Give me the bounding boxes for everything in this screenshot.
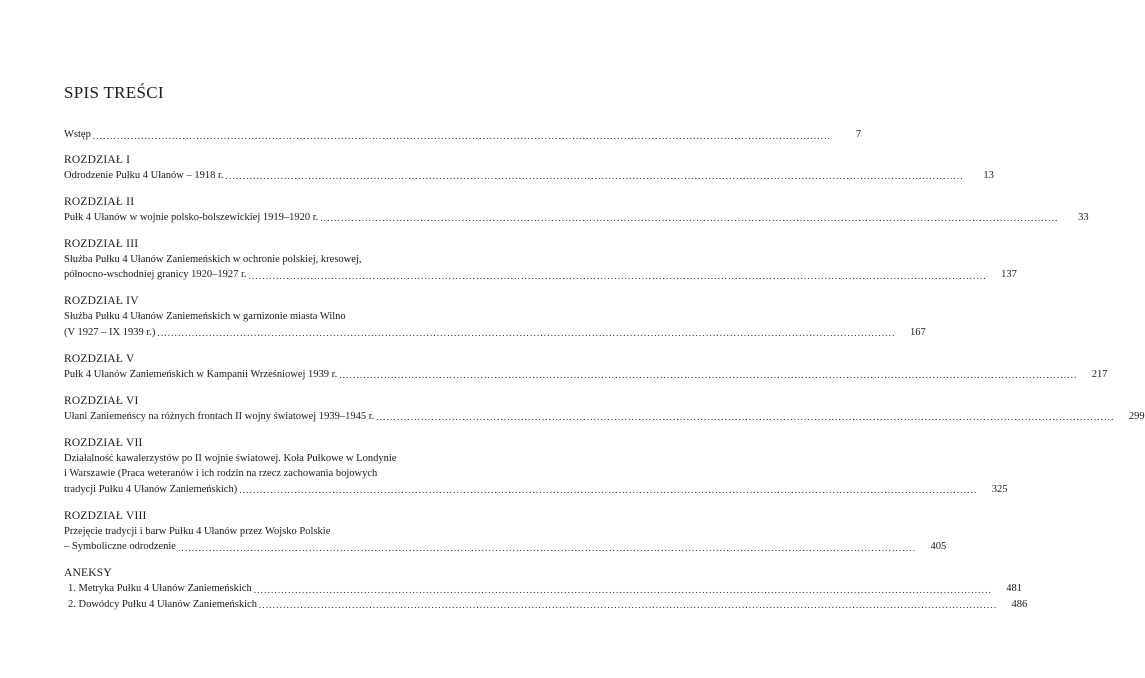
entry-title: – Symboliczne odrodzenie [64,541,176,552]
toc-entry [64,294,926,340]
page-number: 405 [930,541,947,552]
entry-row [64,409,1145,425]
chapter-heading: ROZDZIAŁ III [64,237,139,250]
entry-row [64,581,1023,597]
page-number: 325 [991,483,1008,495]
entry-title: 1. Metryka Pułku 4 Ułanów Zaniemeńskich [68,583,252,594]
entry-title: (V 1927 – IX 1939 r.) [64,326,156,338]
entry-row [64,267,1017,283]
chapter-heading: ROZDZIAŁ II [64,195,135,208]
entry-row [64,325,926,341]
page-number: 217 [1091,368,1108,380]
chapter-heading: ANEKSY [64,567,112,579]
page-number: 167 [909,326,926,338]
dot-leader: ...................................................................................................................................................................................................................... [339,370,1078,380]
entry-text-line: Przejęcie tradycji i barw Pułku 4 Ułanów przez Wojsko Polskie [64,525,331,537]
entry-row [64,127,862,143]
page-number: 13 [983,169,994,181]
entry-text-line: Służba Pułku 4 Ułanów Zaniemeńskich w ochronie polskiej, kresowej, [64,253,362,265]
toc-entry [64,597,1028,613]
toc-entry [64,153,994,184]
chapter-heading: ROZDZIAŁ VII [64,436,143,449]
entry-row [64,482,1008,498]
page-title: SPIS TREŚCI [64,83,164,102]
entry-row [64,597,1028,613]
entry-text-line: i Warszawie (Praca weteranów i ich rodzin na rzecz zachowania bojowych [64,468,378,479]
toc-entry [64,509,947,555]
dot-leader: ...................................................................................................................................................................................................................... [320,213,1059,223]
page-number: 137 [1001,269,1017,280]
page-number: 486 [1011,598,1028,610]
entry-title: północno-wschodniej granicy 1920–1927 r. [64,269,247,280]
dot-leader: ...................................................................................................................................................................................................................... [157,328,896,338]
toc-entry [64,394,1145,425]
entry-title: tradycji Pułku 4 Ułanów Zaniemeńskich) [64,483,238,495]
page-number: 33 [1078,211,1089,223]
dot-leader: ...................................................................................................................................................................................................................... [225,171,964,181]
dot-leader: ...................................................................................................................................................................................................................... [253,584,993,595]
entry-title: Wstęp [64,129,91,140]
toc-entry [64,352,1108,383]
dot-leader: ...................................................................................................................................................................................................................... [239,485,978,495]
entry-text-line: Działalność kawalerzystów po II wojnie światowej. Koła Pułkowe w Londynie [64,452,397,464]
page-number: 299 [1128,410,1145,422]
dot-leader: ...................................................................................................................................................................................................................... [177,542,917,553]
table-of-contents [64,127,1145,624]
entry-row [64,168,994,184]
toc-entry [64,436,1008,498]
chapter-heading: ROZDZIAŁ I [64,153,131,166]
toc-entry [64,566,1023,597]
entry-row [64,367,1108,383]
page-number: 7 [855,129,862,140]
chapter-heading: ROZDZIAŁ VI [64,394,139,407]
entry-text-line: Służba Pułku 4 Ułanów Zaniemeńskich w garnizonie miasta Wilno [64,311,346,322]
dot-leader: ...................................................................................................................................................................................................................... [376,412,1115,422]
toc-entry [64,237,1017,283]
chapter-heading: ROZDZIAŁ VIII [64,509,147,522]
entry-title: Pułk 4 Ułanów w wojnie polsko-bolszewickiej 1919–1920 r. [64,211,319,223]
entry-title: Ułani Zaniemeńscy na różnych frontach II wojny światowej 1939–1945 r. [64,410,375,422]
dot-leader: ...................................................................................................................................................................................................................... [258,600,998,610]
chapter-heading: ROZDZIAŁ V [64,352,135,365]
chapter-heading: ROZDZIAŁ IV [64,295,139,307]
entry-title: 2. Dowódcy Pułku 4 Ułanów Zaniemeńskich [68,598,257,610]
dot-leader: ...................................................................................................................................................................................................................... [248,270,987,281]
toc-entry [64,127,862,143]
entry-title: Pułk 4 Ułanów Zaniemeńskich w Kampanii Wrześniowej 1939 r. [64,368,338,380]
dot-leader: ...................................................................................................................................................................................................................... [92,130,832,141]
entry-row [64,210,1089,226]
entry-row [64,539,947,555]
toc-entry [64,195,1089,226]
entry-title: Odrodzenie Pułku 4 Ułanów – 1918 r. [64,169,224,181]
page-number: 481 [1006,583,1023,594]
